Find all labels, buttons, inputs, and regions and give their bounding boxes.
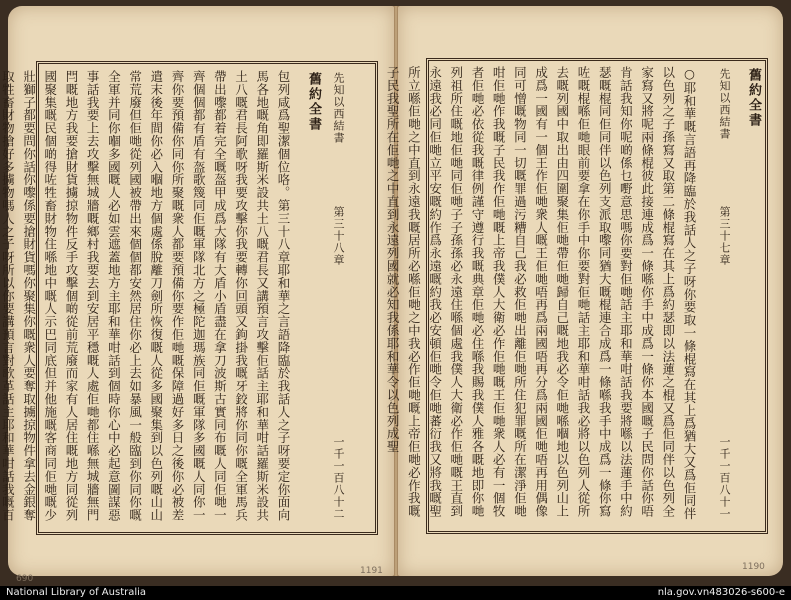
- left-page-body-text: 包列咸爲聖潔個位咯。第三十八章耶和華之言語降臨於我話人之子呀要定你面向馬各地嘅角即羅斯米設共土八嘅君長又講預言攻擊佢話主耶和華咁話羅斯米設共土八嘅君長阿歌呀我要攻擊你我要轉你回頭又鉤掛我嘅牙鉸將你同你嘅全軍馬兵帶出嚟都着完全嘅盔甲成爲大隊有大盾小盾盡在拿刀波斯古實同布嘅人同佢哋一齊個個都有盾有盔歌篾同佢嘅軍隊北方之極陀迦瑪族同佢嘅軍隊多國嘅人同你一齊你要預備你同你所聚嘅衆人都要預備你要作佢哋嘅保障過好多日之後你必被差遣末後年間你必入嗰地方個處係脫離刀劍所恢復嘅人從多國聚集到以色列嘅山山常荒廢但佢哋從列國被帶出來個個都安然居住你必上去如暴風一般臨到你同你嘅全軍并同你嗰多國嘅人必如雲遮蓋地方主耶和華咁話到個時你心中必起意圖謀惡事話我要上去攻擊無城牆嘅鄉村我要去到安居平穩嘅人處佢哋都住喺無城牆無門閂嘅地方我要搶財貨擄掠物件反手攻擊個啲從前荒廢而家有人居住嘅地方同從列國聚集嘅民個啲得咗牲畜財物住喺地中嘅人示巴同底但并他施嘅客商同佢哋嘅少壯獅子都要問你話你嚟係要搶財貨嗎你聚集你嘅衆人要奪取擄掠物件拿去金銀奪取牲畜財物搶好多擄物嗎人之子呀所以你要講預言對歌革話主耶和華咁話我嘅百: [0, 70, 291, 522]
- right-page-body-text: ○耶和華嘅言語再降臨於我話人之子呀你要取一條棍寫在其上爲猶大又爲佢同伴以色列之子孫寫又取第二條棍寫在其上爲約瑟即以法蓮之棍又爲佢同伴以色列全家寫又將呢兩條棍彼此接連成爲一條喺你手中成爲一條你本國嘅子民問你話你唔肯話我知你呢啲係乜嘢意思嗎你要對佢哋話主耶和華咁話我要將喺以法蓮手中約瑟嘅棍同佢同伴以色列支派取嚟同猶大嘅棍連合成爲一條喺我手中成爲一條你寫咗嘅棍喺佢哋眼前要拿在你手中你要對佢哋話主耶和華咁話我必將以色列人從所去嘅列國中取出由四圍聚集佢哋帶佢哋歸自己嘅地我必令佢哋喺嗰地以色列山上成爲一國有一個王作佢哋衆人嘅王佢哋唔再爲兩國唔再分爲兩國佢哋唔再用偶像同可憎嘅物同一切嘅罪過污糟自己我必救佢哋出離佢哋所住犯罪嘅所在潔淨佢哋咁佢哋作我嘅子民我作佢哋嘅上帝我僕人大衛必作佢哋嘅王佢哋衆人必有一個牧者佢哋必依從我嘅律例謹守遵行我嘅典章佢哋必住喺我賜我僕人雅各嘅地即你哋列祖所住嘅地佢哋同佢哋子子孫孫必永遠住喺個處我僕人大衛必作佢哋嘅王直到永遠我必同佢哋立平安嘅約作爲永遠嘅約我必安頓佢哋令佢哋蕃衍我又將我嘅聖所立喺佢哋之中直到永遠我嘅居所必喺佢哋之中我必作佢哋嘅上帝佢哋必作我嘅子民我聖所在佢哋之中直到永遠列國就必知我係耶和華令以色列成聖: [385, 66, 697, 520]
- footer-identifier: nla.gov.vn483026-s600-e: [657, 587, 785, 598]
- left-page-title: 舊約全書: [306, 72, 321, 132]
- footer-library-credit: National Library of Australia: [6, 587, 147, 598]
- right-page-section: 先知以西結書: [718, 68, 731, 140]
- right-page-title: 舊約全書: [746, 68, 761, 128]
- right-pencil-mark: 1190: [742, 562, 765, 572]
- left-page-number: 一千一百八十二: [332, 436, 345, 520]
- right-page: [385, 6, 783, 576]
- left-page: [0, 6, 394, 576]
- footer-bar: [0, 586, 791, 600]
- right-page-number: 一千一百八十一: [718, 436, 731, 520]
- left-page-section: 先知以西結書: [332, 72, 345, 144]
- left-pencil-mark: 1191: [360, 566, 383, 576]
- corner-pencil-mark: 690: [16, 574, 34, 584]
- right-page-chapter: 第三十七章: [718, 206, 731, 266]
- left-page-chapter: 第三十八章: [332, 206, 345, 266]
